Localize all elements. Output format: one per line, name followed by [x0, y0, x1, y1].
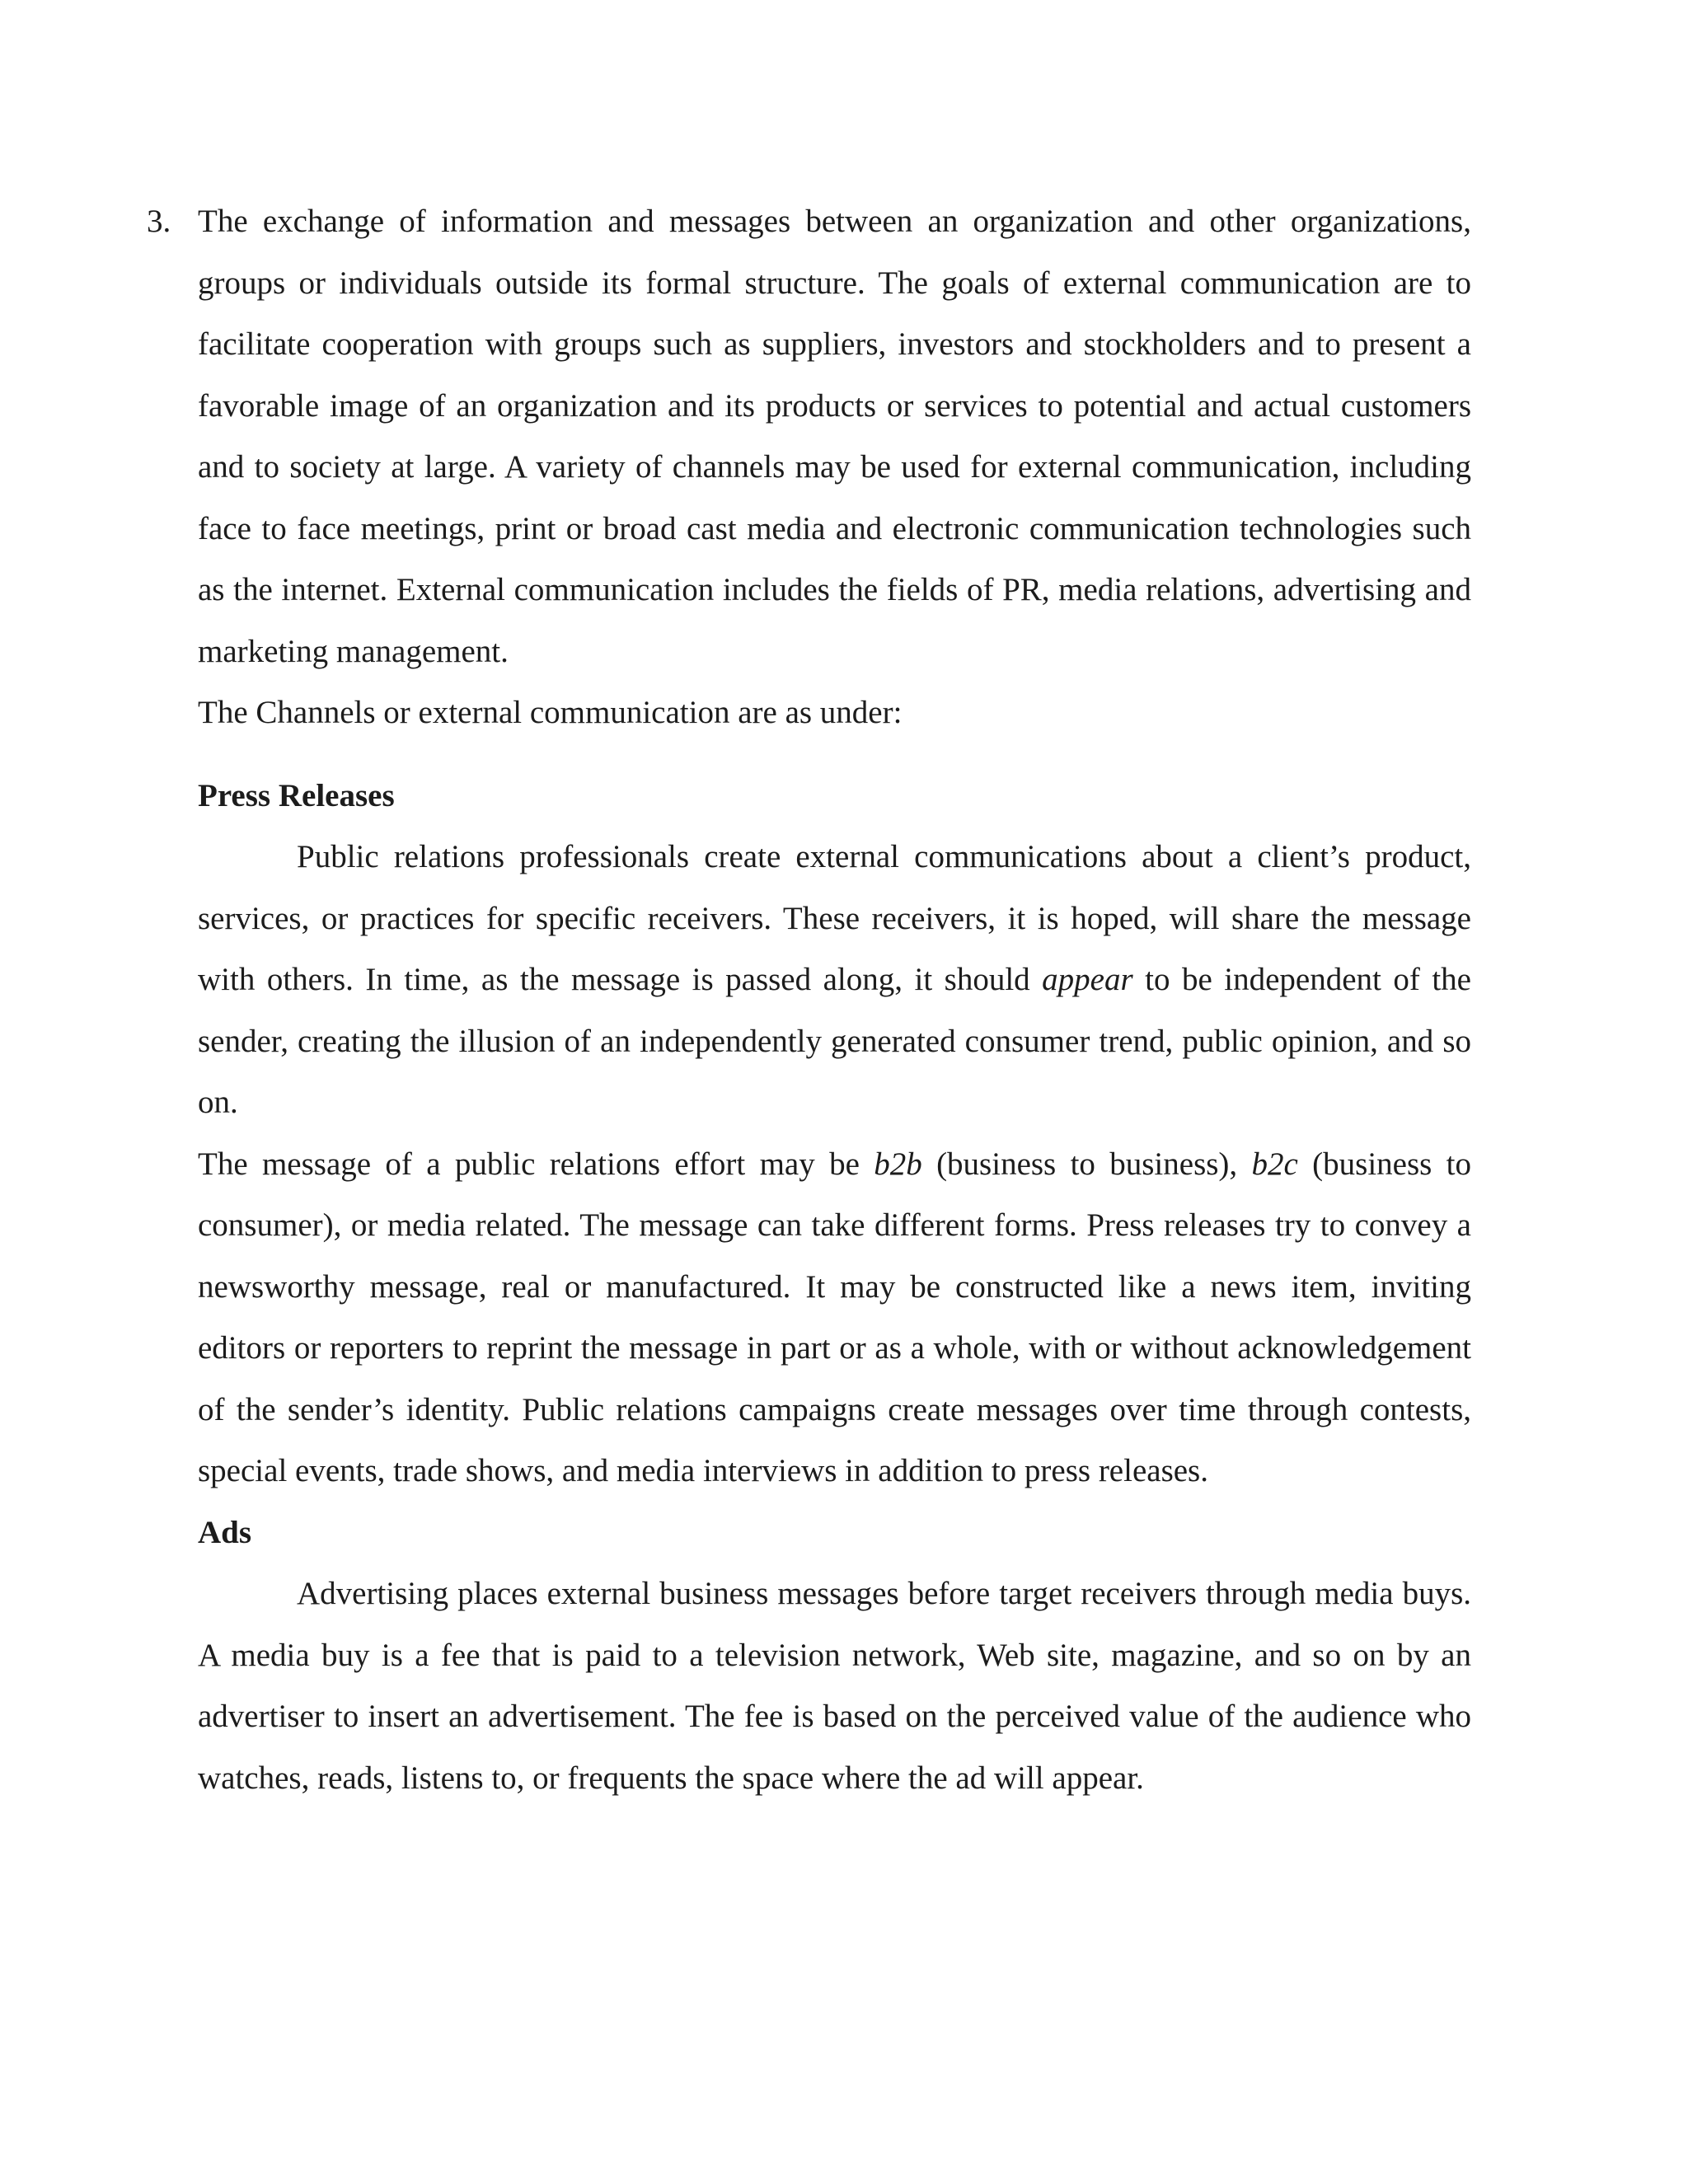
ads-heading: Ads	[198, 1514, 252, 1550]
emphasis-b2c: b2c	[1251, 1146, 1298, 1182]
press-releases-heading: Press Releases	[198, 777, 395, 813]
emphasis-appear: appear	[1042, 962, 1133, 997]
press-releases-paragraph-2	[198, 1134, 1471, 1502]
press-releases-p1-text-a: Public relations professionals create external communications about a client’s product, services, or practices for specific receivers. These receivers, it is hoped, will share the message with others. In time, as the message is passed along, it should	[198, 839, 1471, 997]
numbered-item-3	[147, 191, 1471, 682]
item-number: 3.	[147, 204, 171, 239]
ads-paragraph-1: Advertising places external business messages before target receivers through media buys. A media buy is a fee that is paid to a television network, Web site, magazine, and so on by an advertiser to insert an advertisement. The fee is based on the perceived value of the audience who watches, reads, listens to, or frequents the space where the ad will appear.	[198, 1576, 1471, 1796]
press-releases-p1-text-b: to be independent of the sender, creating the illusion of an independently generated consumer trend, public opinion, and so on.	[198, 962, 1471, 1120]
emphasis-b2b: b2b	[874, 1146, 922, 1182]
press-releases-p2-text-a: The message of a public relations effort may be	[198, 1146, 874, 1182]
press-releases-p2-text-b: (business to business),	[921, 1146, 1252, 1182]
channels-intro: The Channels or external communication are as under:	[198, 695, 903, 730]
item-3-paragraph: The exchange of information and messages between an organization and other organizations, groups or individuals outside its formal structure. The goals of external communication are to facilitate cooperation with groups such as suppliers, investors and stockholders and to present a favorable image of an organization and its products or services to potential and actual customers and to society at large. A variety of channels may be used for external communication, including face to face meetings, print or broad cast media and electronic communication technologies such as the internet. External communication includes the fields of PR, media relations, advertising and marketing management.	[198, 204, 1471, 669]
page-content	[147, 191, 1472, 1809]
press-releases-p2-text-c: (business to consumer), or media related. The message can take different forms. Press releases try to convey a newsworthy message, real or manufactured. It may be constructed like a news item, inviting editors or reporters to reprint the message in part or as a whole, with or without acknowledgement of the sender’s identity. Public relations campaigns create messages over time through contests, special events, trade shows, and media interviews in addition to press releases.	[198, 1146, 1472, 1488]
press-releases-paragraph-1	[198, 827, 1471, 1134]
